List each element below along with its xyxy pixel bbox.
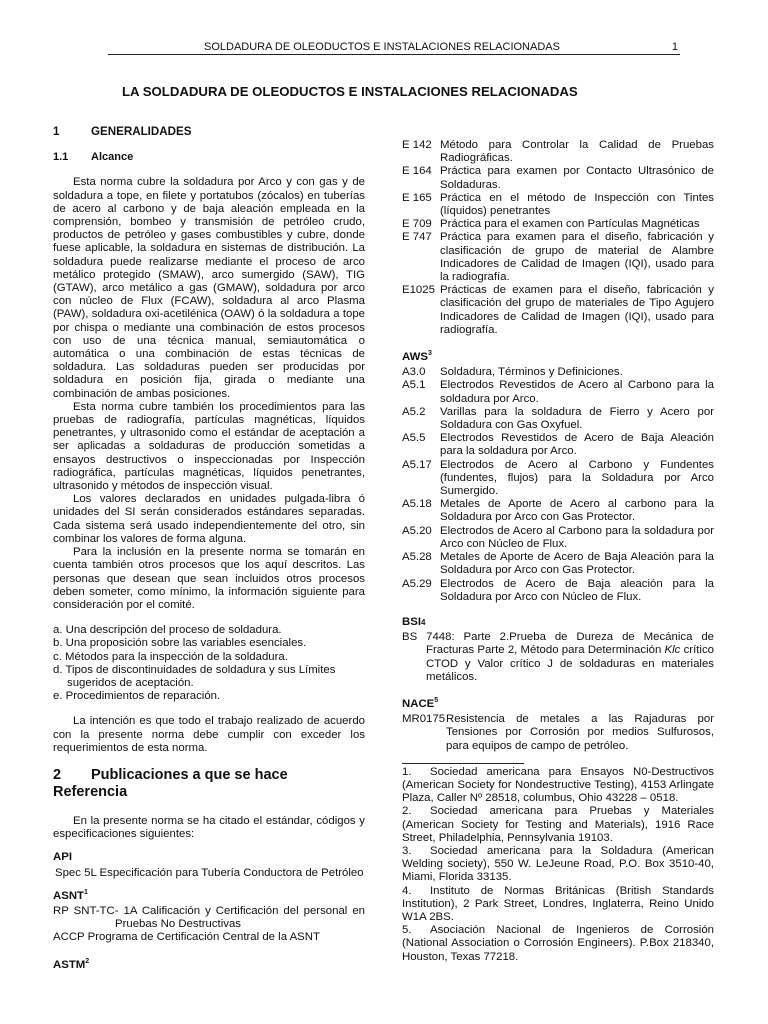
- scope-paragraph-4: Para la inclusión en la presente norma se tomarán en cuenta también otros procesos que los aquí descritos. Las personas que desean que sean incluidos otros procesos deben someter, como mínimo, la información siguiente para consideración por el comité.: [53, 546, 365, 611]
- org-name: AWS: [402, 351, 428, 364]
- org-name: NACE: [402, 697, 435, 710]
- section-1-number: 1: [53, 125, 60, 138]
- footnote-ref: 1: [84, 888, 88, 896]
- section-2-number: 2: [53, 766, 62, 783]
- footnote: 1. Sociedad americana para Ensayos N0-Destructivos (American Society for Nondestructive Testing), 4153 Arlingate Plaza, Caller Nº 28518, columbus, Ohio 43228 – 0518.: [402, 765, 714, 805]
- section-1-1-heading: [53, 151, 365, 164]
- section-1-1-number: 1.1: [53, 151, 69, 164]
- ref-item: A5.2 Varillas para la soldadura de Fierro y Acero por Soldadura con Gas Oxyfuel.: [402, 405, 714, 432]
- ref-item: A5.20 Electrodos de Acero al Carbono para la soldadura por Arco con Núcleo de Flux.: [402, 524, 714, 550]
- submission-list: [53, 624, 365, 703]
- footnote-ref: 3: [427, 350, 432, 358]
- footnote: 5. Asociación Nacional de Ingenieros de Corrosión (National Association o Corrosión Engineers). P.Box 218340, Houston, Texas 77218.: [402, 924, 714, 963]
- org-heading-asnt: [53, 890, 365, 903]
- section-1-1-title: Alcance: [91, 151, 134, 164]
- footnote-ref: 5: [434, 697, 439, 705]
- ref-item: E 747 Práctica para examen para el diseño, fabricación y clasificación de grupo de material de Alambre Indicadores de Calidad de Imagen (IQI), usado para la radiografía.: [402, 231, 714, 284]
- list-item: e. Procedimientos de reparación.: [53, 690, 221, 703]
- org-heading-aws: [402, 351, 714, 364]
- ref-item: E 709 Práctica para el examen con Partículas Magnéticas: [402, 218, 700, 231]
- ref-item: A5.29 Electrodos de Acero de Baja aleación para la Soldadura por Arco con Núcleo de Flux.: [402, 577, 714, 603]
- org-heading-api: API: [53, 851, 72, 864]
- scope-paragraph-2: Esta norma cubre también los procedimientos para las pruebas de radiografía, partículas magnéticas, líquidos penetrantes, y ultrasonido como el estándar de aceptación a ser aplicadas a soldaduras de producción sometidas a ensayos destructivos o inspeccionadas por Inspección radiográfica, partículas magnéticas, líquidos penetrantes, ultrasonido y métodos de inspección visual.: [53, 400, 365, 493]
- ref-item: A5.17 Electrodos de Acero al Carbono y Fundentes (fundentes, flujos) para la Soldadura por Arco Sumergido.: [402, 458, 714, 498]
- section-2-title: Publicaciones a que se hace Referencia: [53, 766, 288, 800]
- section-1-title: GENERALIDADES: [91, 125, 192, 138]
- running-title: SOLDADURA DE OLEODUCTOS E INSTALACIONES RELACIONADAS: [204, 41, 560, 53]
- footnote: 2. Sociedad americana para Pruebas y Materiales (American Society for Testing and Materials), 1916 Race Street, Philadelphia, Pennsylvania 19103.: [402, 805, 714, 844]
- page-number: 1: [671, 41, 678, 53]
- footnote-ref: 2: [85, 957, 90, 965]
- footnote-ref: 4: [421, 617, 426, 627]
- ref-item: E1025 Prácticas de examen para el diseño, fabricación y clasificación del grupo de materiales de Tipo Agujero Indicadores de Calidad de Imagen (IQI), usado para radiografía.: [402, 284, 714, 336]
- org-heading-astm: [53, 959, 365, 972]
- ref-item: ACCP Programa de Certificación Central de la ASNT: [53, 931, 320, 944]
- list-item: c. Métodos para la inspección de la soldadura.: [53, 650, 288, 663]
- org-heading-bsi: [402, 616, 714, 629]
- list-item: b. Una proposición sobre las variables esenciales.: [53, 637, 307, 650]
- list-item: a. Una descripción del proceso de soldadura.: [53, 624, 282, 637]
- astm-list: [402, 139, 714, 337]
- list-item: d. Tipos de discontinuidades de soldadura y sus Límites sugeridos de aceptación.: [53, 663, 336, 689]
- footnote: 3. Sociedad americana para la Soldadura (American Welding society), 550 W. LeJeune Road, P.O. Box 3510-40, Miami, Florida 33135.: [402, 844, 714, 884]
- ref-item: A3.0 Soldadura, Términos y Definiciones.: [402, 366, 623, 379]
- ref-item: E 165 Práctica en el método de Inspección con Tintes (líquidos) penetrantes: [402, 191, 714, 218]
- scope-paragraph-3: Los valores declarados en unidades pulgada-libra ó unidades del SI serán considerados estándares separadas. Cada sistema será usado independientemente del otro, sin combinar los valores de forma alguna.: [53, 493, 365, 545]
- section-2-heading: [53, 767, 365, 801]
- closing-paragraph: La intención es que todo el trabajo realizado de acuerdo con la presente norma debe cumplir con exceder los requerimientos de esta norma.: [53, 715, 365, 754]
- ref-item: RP SNT-TC- 1A Calificación y Certificación del personal en Pruebas No Destructivas: [53, 904, 365, 931]
- ref-item: A5.1 Electrodos Revestidos de Acero al Carbono para la soldadura por Arco.: [402, 379, 714, 405]
- section-1-heading: [53, 125, 365, 138]
- org-name: ASNT: [53, 889, 85, 902]
- aws-list: [402, 366, 714, 604]
- footnotes: [402, 766, 714, 964]
- org-name: ASTM: [53, 958, 86, 971]
- running-header: [108, 40, 680, 55]
- footnote: 4. Instituto de Normas Británicas (British Standards Institution), 2 Park Street, Londres, Inglaterra, Reino Unido W1A 2BS.: [402, 884, 714, 923]
- kic-symbol: Klc: [664, 644, 681, 657]
- org-name: BSI: [402, 615, 421, 628]
- ref-item: A5.5 Electrodos Revestidos de Acero de Baja Aleación para la soldadura por Arco.: [402, 432, 714, 458]
- ref-item: A5.28 Metales de Aporte de Acero de Baja Aleación para la Soldadura por Arco con Gas Protector.: [402, 551, 714, 577]
- ref-item: Spec 5L Especificación para Tubería Conductora de Petróleo: [55, 866, 364, 879]
- scope-paragraph-1: Esta norma cubre la soldadura por Arco y con gas y de soldadura a tope, en filete y portatubos (zócalos) en tuberías de acero al carbono y de baja aleación empleada en la comprensión, bombeo y transmisión de petróleo crudo, productos de petróleo y gases combustibles y cubre, donde fuese aplicable, la soldadura en sistemas de distribución. La soldadura puede realizarse mediante el proceso de arco metálico protegido (SMAW), arco sumergido (SAW), TIG (GTAW), arco metálico a gas (GMAW), soldadura por arco con núcleo de Flux (FCAW), soldadura al arco Plasma (PAW), soldadura oxi-acetilénica (OAW) ó la soldadura a tope por chispa o mediante una combinación de estos procesos con uso de una técnica manual, semiautomática o automática o una combinación de estas técnicas de soldadura. Las soldaduras pueden ser producidas por soldadura en posición fija, girada o mediante una combinación de ambas posiciones.: [53, 176, 365, 400]
- org-heading-nace: [402, 698, 714, 711]
- footnote-separator: [402, 763, 524, 764]
- ref-item: A5.18 Metales de Aporte de Acero al carbono para la Soldadura por Arco con Gas Protector.: [402, 498, 714, 524]
- ref-item: MR0175 Resistencia de metales a las Rajaduras por Tensiones por Corrosión por medios Sulfurosos, para equipos de campo de petróleo.: [402, 713, 714, 752]
- references-intro: En la presente norma se ha citado el estándar, códigos y especificaciones siguientes:: [53, 814, 365, 841]
- ref-item-bsi: BS 7448: Parte 2.Prueba de Dureza de Mecánica de Fracturas Parte 2, Método para Determinación Klc crítico CTOD y Valor crítico J de soldaduras en materiales metálicos.: [402, 631, 714, 683]
- left-column: [53, 125, 365, 974]
- right-column: [402, 139, 714, 964]
- ref-item: E 142 Método para Controlar la Calidad de Pruebas Radiográficas.: [402, 139, 714, 165]
- document-title: LA SOLDADURA DE OLEODUCTOS E INSTALACIONES RELACIONADAS: [122, 84, 578, 99]
- ref-item: E 164 Práctica para examen por Contacto Ultrasónico de Soldaduras.: [402, 165, 714, 191]
